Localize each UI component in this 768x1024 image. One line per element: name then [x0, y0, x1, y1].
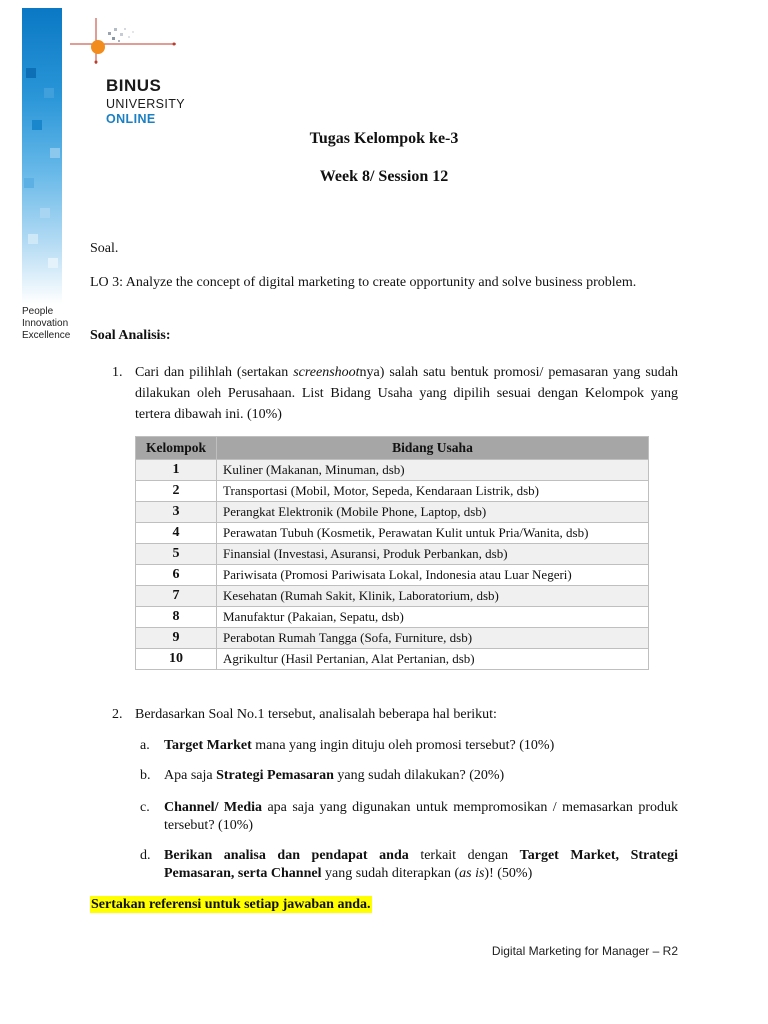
sub-letter: c. [140, 800, 150, 815]
cell-kelompok: 2 [136, 481, 217, 502]
table-row [136, 523, 649, 544]
table-row [136, 460, 649, 481]
cell-kelompok: 5 [136, 544, 217, 565]
tagline-line-2: Innovation [22, 318, 69, 329]
sub-text: Channel/ Media apa saja yang digunakan untuk mempromosikan / memasarkan produk tersebut? (10%) [164, 800, 678, 833]
document-subtitle: Week 8/ Session 12 [319, 168, 449, 185]
column-header-kelompok: Kelompok [136, 437, 217, 460]
table-header-row [136, 437, 649, 460]
cell-kelompok: 6 [136, 565, 217, 586]
logo-online-text: ONLINE [106, 112, 156, 126]
table-row [136, 502, 649, 523]
sub-letter: d. [140, 848, 151, 863]
cell-bidang: Manufaktur (Pakaian, Sepatu, dsb) [217, 607, 649, 628]
document-title: Tugas Kelompok ke-3 [309, 130, 459, 147]
table-row [136, 565, 649, 586]
logo-university-text: UNIVERSITY [106, 97, 186, 111]
table-row [136, 544, 649, 565]
learning-objective: LO 3: Analyze the concept of digital marketing to create opportunity and solve business problem. [90, 275, 637, 290]
tagline-line-1: People [22, 306, 54, 317]
reference-note: Sertakan referensi untuk setiap jawaban anda. [91, 897, 371, 912]
cell-kelompok: 9 [136, 628, 217, 649]
cell-kelompok: 1 [136, 460, 217, 481]
cell-bidang: Pariwisata (Promosi Pariwisata Lokal, Indonesia atau Luar Negeri) [217, 565, 649, 586]
logo-binus-text: BINUS [106, 76, 162, 95]
cell-kelompok: 3 [136, 502, 217, 523]
sub-letter: b. [140, 768, 151, 783]
cell-bidang: Perawatan Tubuh (Kosmetik, Perawatan Kulit untuk Pria/Wanita, dsb) [217, 523, 649, 544]
cell-kelompok: 7 [136, 586, 217, 607]
cell-bidang: Kuliner (Makanan, Minuman, dsb) [217, 460, 649, 481]
tagline-line-3: Excellence [22, 330, 71, 341]
question-text: Cari dan pilihlah (sertakan screenshootnya) salah satu bentuk promosi/ pemasaran yang sudah dilakukan oleh Perusahaan. List Bidang Usaha yang dipilih sesuai dengan Kelompok yang tertera dibawah ini. (10%) [135, 365, 678, 422]
cell-bidang: Finansial (Investasi, Asuransi, Produk Perbankan, dsb) [217, 544, 649, 565]
cell-bidang: Perangkat Elektronik (Mobile Phone, Laptop, dsb) [217, 502, 649, 523]
cell-bidang: Kesehatan (Rumah Sakit, Klinik, Laboratorium, dsb) [217, 586, 649, 607]
section-heading: Soal Analisis: [90, 328, 171, 343]
binus-logo [68, 16, 198, 126]
question-number: 2. [112, 707, 123, 722]
sub-text: Target Market mana yang ingin dituju oleh promosi tersebut? (10%) [164, 738, 555, 753]
tagline [22, 306, 70, 342]
decorative-strip [22, 8, 62, 304]
table-row [136, 481, 649, 502]
question-number: 1. [112, 365, 123, 380]
cell-kelompok: 10 [136, 649, 217, 670]
cell-bidang: Transportasi (Mobil, Motor, Sepeda, Kendaraan Listrik, dsb) [217, 481, 649, 502]
table-row [136, 649, 649, 670]
page-footer: Digital Marketing for Manager – R2 [491, 944, 678, 958]
question-text: Berdasarkan Soal No.1 tersebut, analisalah beberapa hal berikut: [135, 707, 497, 722]
cell-bidang: Agrikultur (Hasil Pertanian, Alat Pertanian, dsb) [217, 649, 649, 670]
sub-text: Apa saja Strategi Pemasaran yang sudah dilakukan? (20%) [164, 768, 505, 783]
sub-text: Berikan analisa dan pendapat anda terkait dengan Target Market, Strategi Pemasaran, serta Channel yang sudah diterapkan (as is)! (50%) [164, 848, 678, 881]
group-table [135, 436, 649, 670]
cell-kelompok: 4 [136, 523, 217, 544]
column-header-bidang: Bidang Usaha [217, 437, 649, 460]
logo-mark-icon [68, 16, 178, 66]
cell-bidang: Perabotan Rumah Tangga (Sofa, Furniture, dsb) [217, 628, 649, 649]
sub-letter: a. [140, 738, 150, 753]
table-row [136, 628, 649, 649]
table-row [136, 586, 649, 607]
table-row [136, 607, 649, 628]
soal-label: Soal. [90, 241, 119, 256]
cell-kelompok: 8 [136, 607, 217, 628]
